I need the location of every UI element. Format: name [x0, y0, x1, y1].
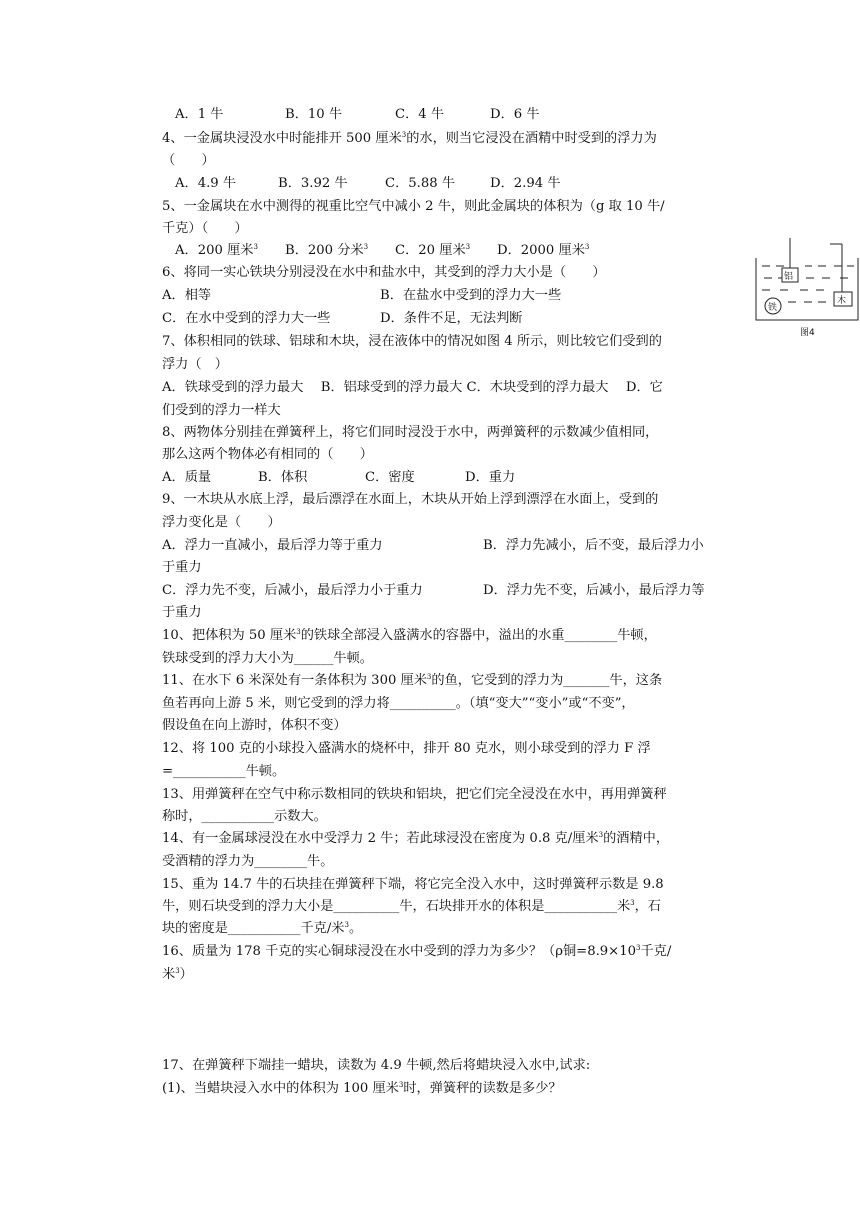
- figure-caption: 图4: [800, 328, 815, 338]
- q11-line1: 11、在水下 6 米深处有一条体积为 300 厘米$^3$的鱼，它受到的浮力为_______牛，这条: [162, 673, 663, 688]
- q10-line2: 铁球受到的浮力大小为______牛顿。: [162, 651, 373, 666]
- q8-option-a: A．质量: [162, 470, 212, 485]
- q11-line2: 鱼若再向上游 5 米，则它受到的浮力将__________。（填“变大”“变小”或“不变”，: [162, 696, 635, 711]
- q8-option-d: D．重力: [465, 470, 516, 485]
- q3-option-c: C．4 牛: [395, 107, 445, 122]
- q5-option-c: C．20 厘米$^3$: [395, 243, 471, 258]
- q15-line3: 块的密度是___________千克/米$^3$。: [162, 921, 363, 936]
- q3-option-a: A．1 牛: [175, 107, 224, 122]
- q9-line6: 于重力: [162, 605, 202, 620]
- q9-line2: 浮力变化是（ ）: [162, 515, 281, 530]
- q9-option-b: B．浮力先减小，后不变，最后浮力小: [483, 538, 704, 553]
- q13-line1: 13、用弹簧秤在空气中称示数相同的铁块和铝块，把它们完全浸没在水中，再用弹簧秤: [162, 787, 667, 802]
- q6-option-a: A．相等: [162, 288, 212, 303]
- q4-option-d: D．2.94 牛: [490, 176, 561, 191]
- q17-line2: (1)、当蜡块浸入水中的体积为 100 厘米$^3$时，弹簧秤的读数是多少？: [162, 1081, 562, 1096]
- q9-line4: 于重力: [162, 560, 202, 575]
- q16-line2: 米$^3$）: [162, 967, 193, 982]
- q7-line2: 浮力（ ）: [162, 357, 228, 372]
- q4-line2: （ ）: [162, 153, 215, 168]
- q5-option-a: A．200 厘米$^3$: [175, 243, 258, 258]
- q7-line4: 们受到的浮力一样大: [162, 403, 281, 418]
- q14-line1: 14、有一金属球浸没在水中受浮力 2 牛；若此球浸没在密度为 0.8 克/厘米$^3$的酒精中，: [162, 831, 670, 846]
- q8-line2: 那么这两个物体必有相同的（ ）: [162, 447, 373, 462]
- q9-option-d: D．浮力先不变，后减小，最后浮力等: [483, 583, 705, 598]
- q9-line1: 9、一木块从水底上浮，最后漂浮在水面上，木块从开始上浮到漂浮在水面上，受到的: [162, 492, 659, 507]
- wood-block-string: [830, 244, 842, 292]
- q10-line1: 10、把体积为 50 厘米$^3$的铁球全部浸入盛满水的容器中，溢出的水重________牛顿，: [162, 628, 657, 643]
- q5-option-b: B．200 分米$^3$: [285, 243, 369, 258]
- q9-option-a: A．浮力一直减小，最后浮力等于重力: [162, 538, 383, 553]
- q8-option-b: B．体积: [258, 470, 308, 485]
- aluminum-label: 铝: [784, 272, 794, 282]
- q7-line1: 7、体积相同的铁球、铝球和木块，浸在液体中的情况如图 4 所示，则比较它们受到的: [162, 334, 662, 349]
- q13-line2: 称时，___________示数大。: [162, 809, 327, 824]
- iron-label: 铁: [768, 303, 778, 313]
- q4-line1: 4、一金属块浸没水中时能排开 500 厘米$^3$的水，则当它浸没在酒精中时受到的浮力为: [162, 131, 657, 146]
- q7-line3: A．铁球受到的浮力最大 B．铝球受到的浮力最大 C．木块受到的浮力最大 D．它: [162, 380, 663, 395]
- q16-line1: 16、质量为 178 千克的实心铜球浸没在水中受到的浮力为多少？（ρ铜$=8.9\times 10^3$千克/: [162, 944, 672, 959]
- q5-option-d: D．2000 厘米$^3$: [497, 243, 590, 258]
- q11-line3: 假设鱼在向上游时，体积不变）: [162, 718, 347, 733]
- q14-line2: 受酒精的浮力为________牛。: [162, 854, 334, 869]
- q6-option-c: C．在水中受到的浮力大一些: [162, 311, 331, 326]
- wood-label: 木: [837, 296, 847, 306]
- q6-option-d: D．条件不足，无法判断: [380, 311, 523, 326]
- q9-option-c: C．浮力先不变，后减小，最后浮力小于重力: [162, 583, 423, 598]
- q3-option-d: D．6 牛: [490, 107, 540, 122]
- q5-line2: 千克）（ ）: [162, 221, 248, 236]
- q6-option-b: B．在盐水中受到的浮力大一些: [380, 288, 562, 303]
- q8-line1: 8、两物体分别挂在弹簧秤上，将它们同时浸没于水中，两弹簧秤的示数减少值相同，: [162, 425, 659, 440]
- q6-line1: 6、将同一实心铁块分别浸没在水中和盐水中，其受到的浮力大小是（ ）: [162, 265, 606, 280]
- q5-line1: 5、一金属块在水中测得的视重比空气中减小 2 牛，则此金属块的体积为（g 取 10 牛/: [162, 199, 665, 214]
- q4-option-a: A．4.9 牛: [175, 176, 237, 191]
- q12-line1: 12、将 100 克的小球投入盛满水的烧杯中，排开 80 克水，则小球受到的浮力 F 浮: [162, 741, 651, 756]
- q15-line2: 牛，则石块受到的浮力大小是__________牛，石块排开水的体积是___________米$^3$，石: [162, 899, 661, 914]
- q15-line1: 15、重为 14.7 牛的石块挂在弹簧秤下端，将它完全没入水中，这时弹簧秤示数是 9.8: [162, 877, 664, 892]
- figure-4-diagram: [750, 238, 860, 338]
- q8-option-c: C．密度: [365, 470, 415, 485]
- q4-option-b: B．3.92 牛: [278, 176, 348, 191]
- q4-option-c: C．5.88 牛: [385, 176, 456, 191]
- q3-option-b: B．10 牛: [285, 107, 343, 122]
- q17-line1: 17、在弹簧秤下端挂一蜡块，读数为 4.9 牛顿,然后将蜡块浸入水中,试求:: [162, 1058, 591, 1073]
- q12-line2: =___________牛顿。: [162, 764, 286, 779]
